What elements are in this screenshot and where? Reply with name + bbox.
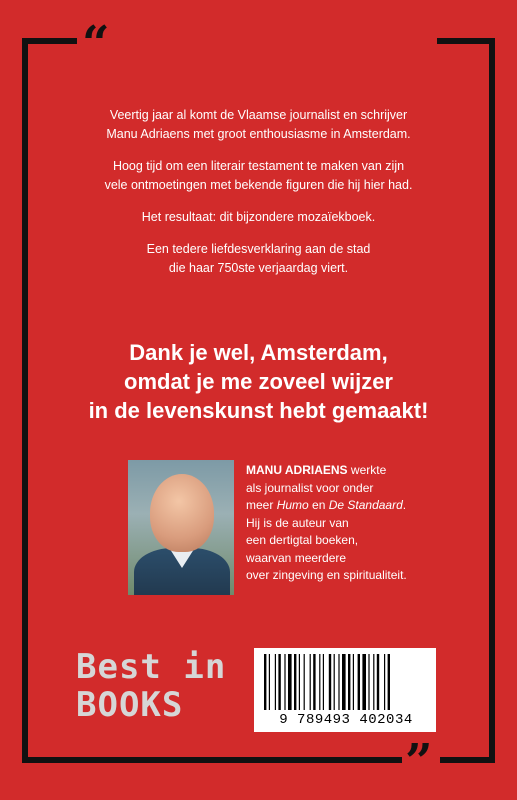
frame-left-side <box>22 38 28 763</box>
barcode-bars <box>260 654 430 710</box>
barcode-bar <box>377 654 379 710</box>
barcode-bar <box>373 654 374 710</box>
barcode-bar <box>313 654 315 710</box>
author-photo-head <box>150 474 214 552</box>
intro-line: Veertig jaar al komt de Vlaamse journalist en schrijver <box>109 108 408 122</box>
headline-line: omdat je me zoveel wijzer <box>124 369 393 394</box>
bio-text: werkte <box>347 463 387 477</box>
bio-line: een dertigtal boeken, <box>246 533 359 547</box>
publication-humo: Humo <box>276 498 309 512</box>
barcode-bar <box>299 654 300 710</box>
bio-text: meer <box>246 498 277 512</box>
barcode-bar <box>264 654 266 710</box>
frame-right-side <box>489 38 495 763</box>
bio-line: Hij is de auteur van <box>246 515 349 530</box>
author-bio <box>246 462 496 585</box>
intro-line: Hoog tijd om een literair testament te maken van zijn <box>112 159 405 173</box>
bio-line: over zingeving en spiritualiteit. <box>246 568 407 582</box>
author-photo <box>128 460 234 595</box>
barcode-bar <box>329 654 331 710</box>
frame-right-bottom <box>440 757 495 763</box>
barcode-bar <box>368 654 369 710</box>
author-name: MANU ADRIAENS <box>246 463 348 477</box>
frame-right-top <box>437 38 495 44</box>
frame-bottom-line <box>22 757 402 763</box>
barcode-bar <box>323 654 324 710</box>
publisher-logo <box>76 648 226 724</box>
logo-line: BOOKS <box>76 685 184 725</box>
isbn-number: 9 789493 402034 <box>279 712 413 728</box>
headline-line: in de levenskunst hebt gemaakt! <box>88 398 429 423</box>
barcode-bar <box>278 654 280 710</box>
barcode-bar <box>348 654 350 710</box>
intro-text <box>60 106 457 291</box>
barcode-bar <box>294 654 296 710</box>
bio-line: waarvan meerdere <box>246 550 347 565</box>
barcode-bar <box>310 654 311 710</box>
headline-quote <box>40 338 477 425</box>
intro-line: vele ontmoetingen met bekende figuren die hij hier had. <box>104 178 413 192</box>
intro-line: Het resultaat: dit bijzondere mozaïekboek. <box>141 210 376 224</box>
bio-text: . <box>402 498 407 512</box>
bio-text: en <box>308 498 329 512</box>
intro-line: Manu Adriaens met groot enthousiasme in Amsterdam. <box>106 127 411 141</box>
headline-line: Dank je wel, Amsterdam, <box>129 340 388 365</box>
barcode-bar <box>358 654 360 710</box>
barcode-bar <box>362 654 366 710</box>
bio-line <box>246 462 496 480</box>
barcode-bar <box>269 654 270 710</box>
barcode-bar <box>275 654 276 710</box>
barcode-bar <box>353 654 354 710</box>
barcode-bar <box>342 654 346 710</box>
frame-left-top <box>22 38 77 44</box>
barcode-bar <box>388 654 390 710</box>
intro-line: die haar 750ste verjaardag viert. <box>168 261 349 275</box>
intro-paragraph <box>60 106 457 144</box>
open-quote-icon: “ <box>82 16 110 72</box>
intro-paragraph <box>60 240 457 278</box>
barcode-bar <box>319 654 320 710</box>
close-quote-icon: ” <box>405 734 433 790</box>
logo-line: Best in <box>76 647 227 687</box>
bio-line <box>246 497 496 515</box>
intro-line: Een tedere liefdesverklaring aan de stad <box>146 242 371 256</box>
barcode-bar <box>384 654 385 710</box>
barcode-bar <box>338 654 339 710</box>
publication-de-standaard: De Standaard <box>328 498 403 512</box>
barcode-bar <box>284 654 285 710</box>
barcode <box>254 648 436 732</box>
barcode-bar <box>304 654 305 710</box>
bio-line: als journalist voor onder <box>246 480 374 495</box>
intro-paragraph <box>60 208 457 227</box>
barcode-bar <box>288 654 292 710</box>
barcode-bar <box>334 654 335 710</box>
intro-paragraph <box>60 157 457 195</box>
